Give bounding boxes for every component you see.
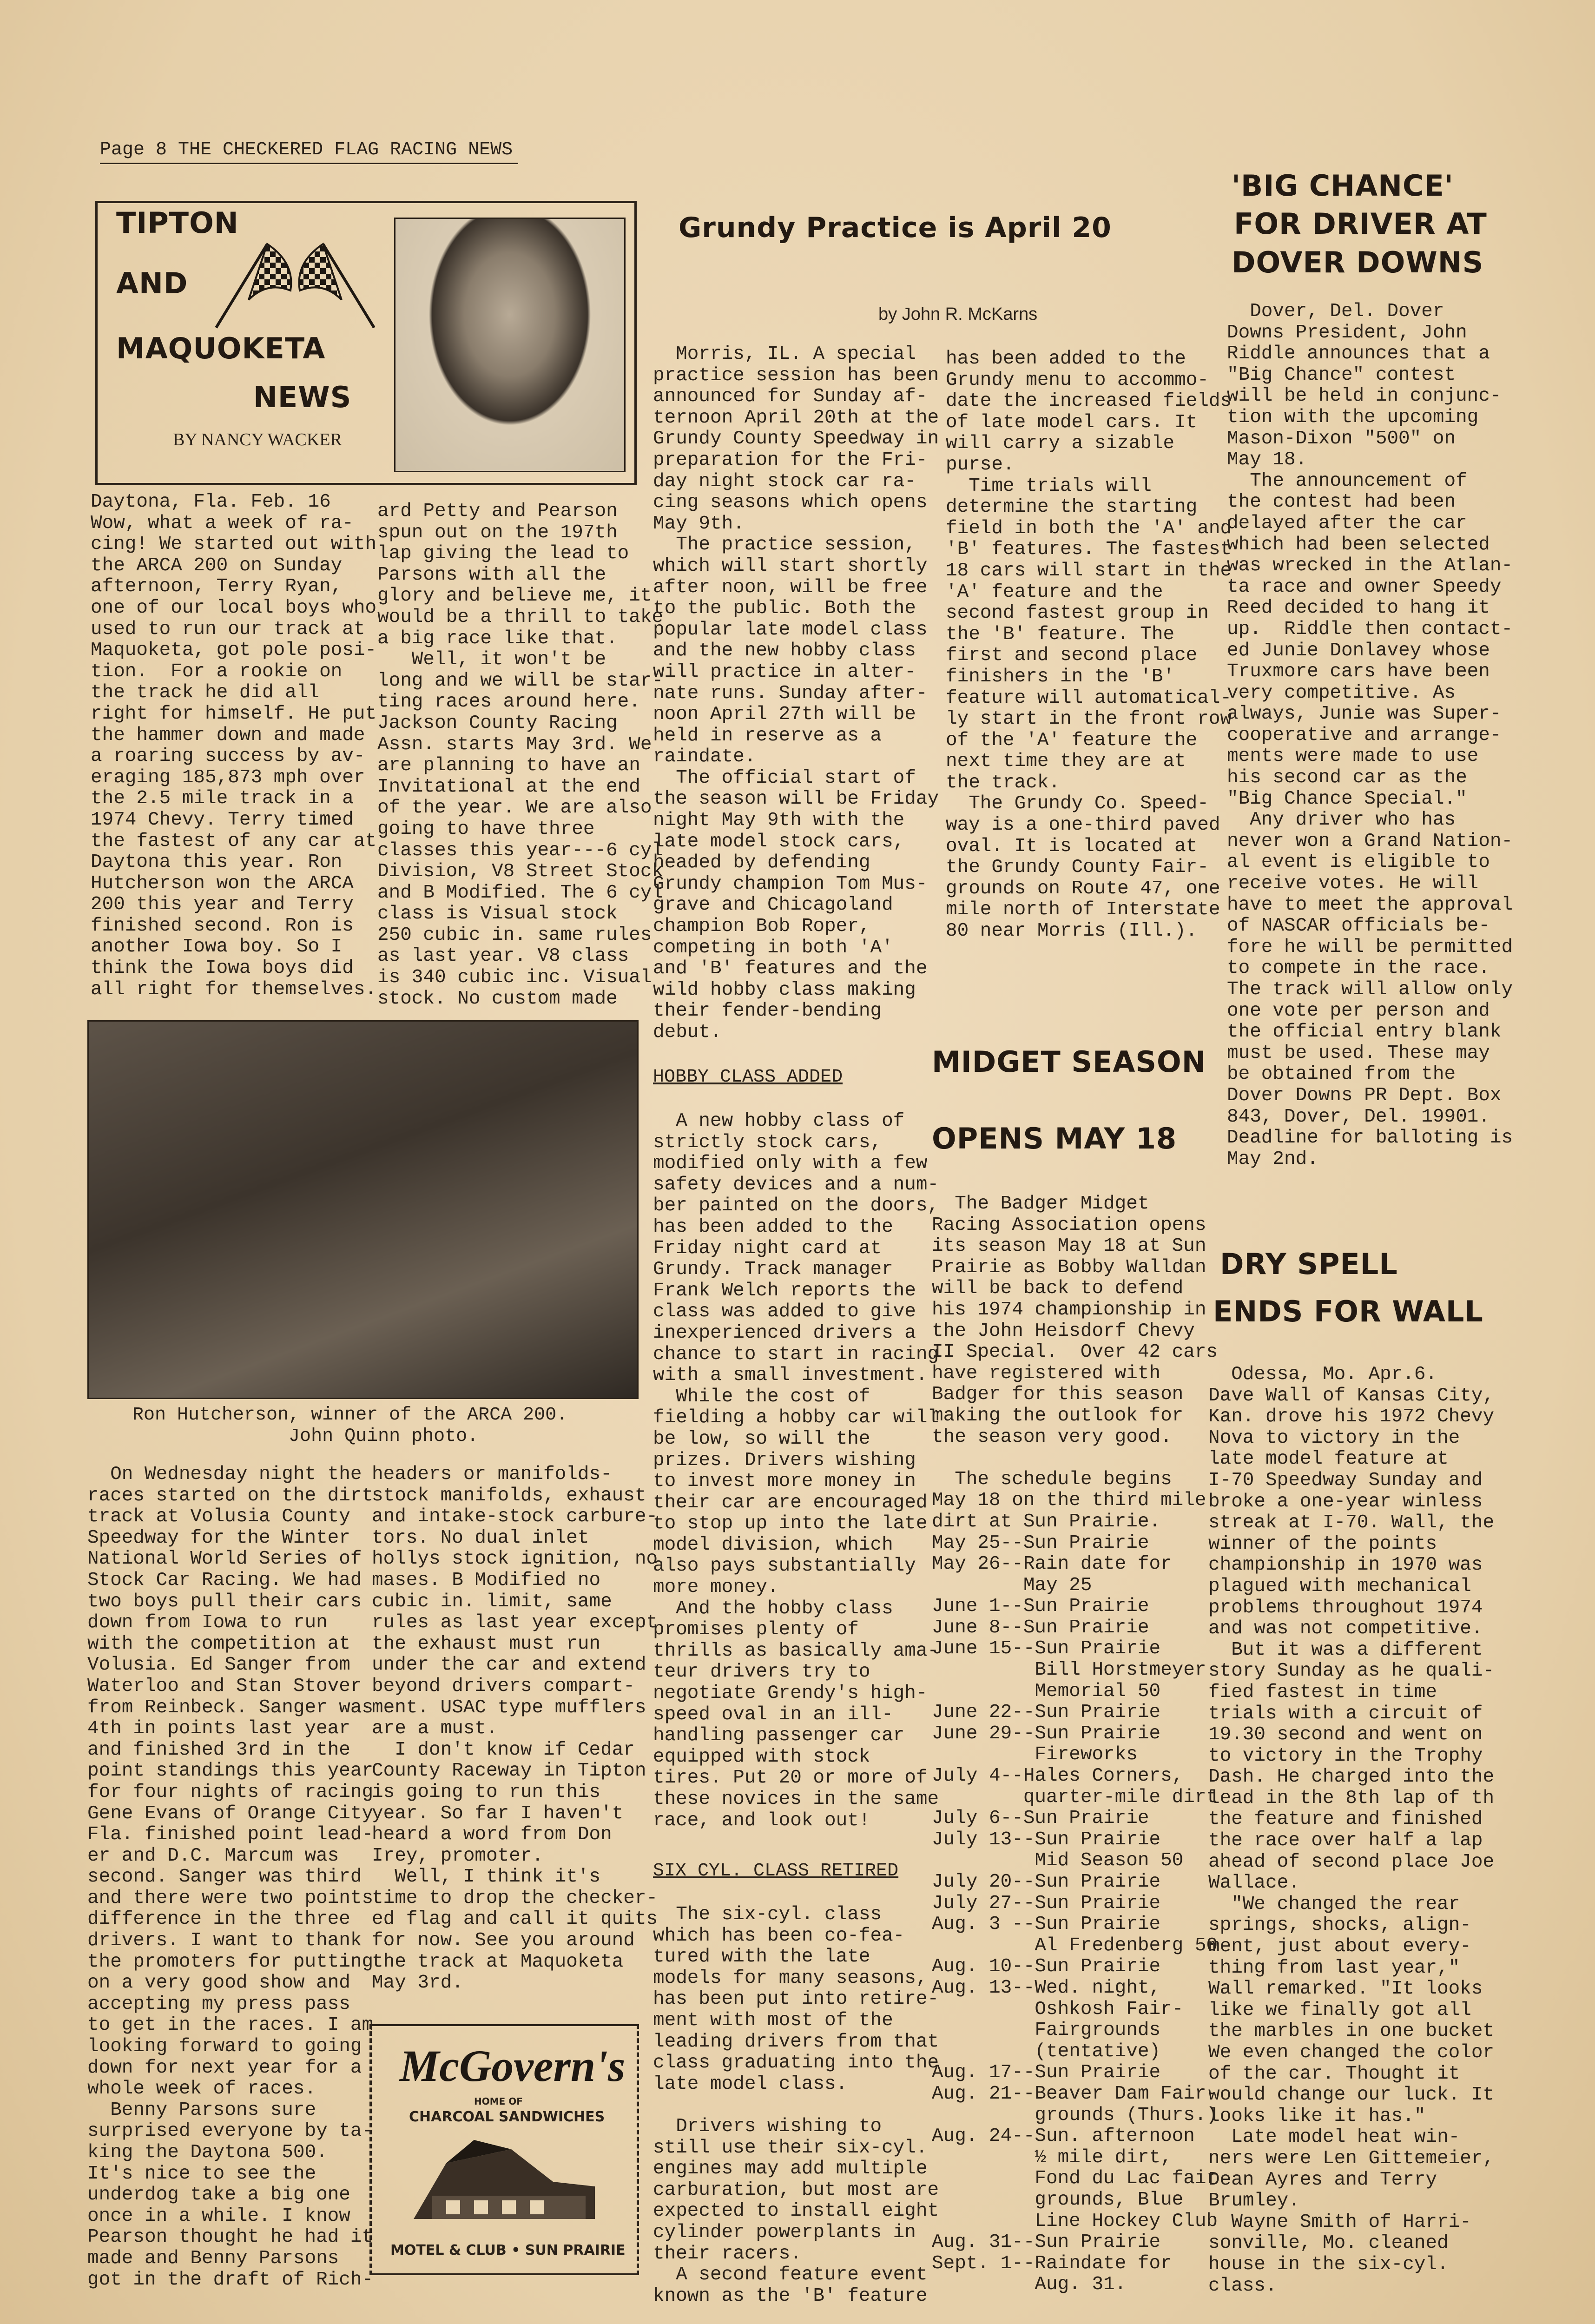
grundy-col2: has been added to the Grundy menu to accommo- date the increased fields of late model cars. It will carry a sizable purse. Time trials will determine the starting field in both the 'A' and 'B' features. The fastest 18 cars will start in the 'A' feature and the second fastest group in the 'B' feature. The first and second place finishers in the 'B' feature will automatical- ly start in the front row of the 'A' feature the next time they are at the track. The Grundy Co. Speed- way is a one-third paved oval. It is located at the Grundy County Fair- grounds on Route 47, one mile north of Interstate 80 near Morris (Ill.). xyxy=(946,348,1232,942)
grundy-col1c: The six-cyl. class which has been co-fea- tured with the late models for many seasons, has been put into retire- ment with most of the leading drivers from that class graduating into the late model class. Drivers wishing to still use their six-cyl. engines may add multiple carburation, but most are expected to install eight cylinder powerplants in their racers. A second feature event known as the 'B' feature xyxy=(653,1904,939,2307)
dryspell-title1: DRY SPELL xyxy=(1220,1247,1398,1281)
tipton-title-and: AND xyxy=(116,266,188,300)
header-rule xyxy=(100,163,518,164)
hobby-class-subhead: HOBBY CLASS ADDED xyxy=(653,1067,843,1088)
race-winner-photo xyxy=(87,1020,639,1399)
photo-caption: Ron Hutcherson, winner of the ARCA 200. John Quinn photo. xyxy=(132,1405,568,1447)
tipton-byline: BY NANCY WACKER xyxy=(173,430,342,449)
midget-body: The Badger Midget Racing Association opens its season May 18 at Sun Prairie as Bobby Walldan will be back to defend his 1974 championship in the John Heisdorf Chevy II Special. Over 42 cars have registered with Badger for this season making the outlook for the season very good. The schedule begins May 18 on the third mile dirt at Sun Prairie. May 25--Sun Prairie May 26--Rain date for May 25 June 1--Sun Prairie June 8--Sun Prairie June 15--Sun Prairie Bill Horstmeyer Memorial 50 June 22--Sun Prairie June 29--Sun Prairie Fireworks July 4--Hales Corners, quarter-mile dirt July 6--Sun Prairie July 13--Sun Prairie Mid Season 50 July 20--Sun Prairie July 27--Sun Prairie Aug. 3 --Sun Prairie Al Fredenberg 50 Aug. 10--Sun Prairie Aug. 13--Wed. night, Oshkosh Fair- Fairgrounds (tentative) Aug. 17--Sun Prairie Aug. 21--Beaver Dam Fair- grounds (Thurs.) Aug. 24--Sun. afternoon ½ mile dirt, Fond du Lac fair grounds, Blue Line Hockey Club Aug. 31--Sun Prairie Sept. 1--Raindate for Aug. 31. xyxy=(932,1193,1218,2296)
tipton-col2: ard Petty and Pearson spun out on the 197th lap giving the lead to Parsons with all the glory and believe me, it would be a thrill to take a big race like that. Well, it won't be long and we will be star- ting races around here. Jackson County Racing Assn. starts May 3rd. We are planning to have an Invitational at the end of the year. We are also going to have three classes this year---6 cyl Division, V8 Street Stock and B Modified. The 6 cyl class is Visual stock 250 cubic in. same rules as last year. V8 class is 340 cubic inc. Visual stock. No custom made xyxy=(377,501,664,1010)
dryspell-title2: ENDS FOR WALL xyxy=(1213,1294,1483,1328)
ad-tag1: HOME OF xyxy=(474,2096,523,2107)
bigchance-title2: FOR DRIVER AT xyxy=(1234,207,1487,241)
grundy-title: Grundy Practice is April 20 xyxy=(679,211,1112,244)
bigchance-title3: DOVER DOWNS xyxy=(1232,245,1484,279)
bigchance-body: Dover, Del. Dover Downs President, John Riddle announces that a "Big Chance" contest will be held in conjunc- tion with the upcoming Mason-Dixon "500" on May 18. The announcement of the contest had been delayed after the car which had been selected was wrecked in the Atlan- ta race and owner Speedy Reed decided to hang it up. Riddle then contact- ed Junie Donlavey whose Truxmore cars have been very competitive. As always, Junie was Super- cooperative and arrange- ments were made to use his second car as the "Big Chance Special." Any driver who has never won a Grand Nation- al event is eligible to receive votes. He will have to meet the approval of NASCAR officials be- fore he will be permitted to compete in the race. The track will allow only one vote per person and the official entry blank must be used. These may be obtained from the Dover Downs PR Dept. Box 843, Dover, Del. 19901. Deadline for balloting is May 2nd. xyxy=(1227,301,1513,1170)
checkered-flags-icon xyxy=(198,235,393,332)
ad-footer: MOTEL & CLUB • SUN PRAIRIE xyxy=(390,2242,626,2258)
tipton-title-news: NEWS xyxy=(253,380,352,414)
ad-name: McGovern's xyxy=(400,2041,626,2091)
grundy-col1b: A new hobby class of strictly stock cars, modified only with a few safety devices and a num- ber painted on the doors, has been added to the Friday night card at Grundy. Track manager Frank Welch reports the class was added to give inexperienced drivers a chance to start in racing with a small investment. While the cost of fielding a hobby car will be low, so will the prizes. Drivers wishing to invest more money in their car are encouraged to stop up into the late model division, which also pays substantially more money. And the hobby class promises plenty of thrills as basically ama- teur drivers try to negotiate Grendy's high- speed oval in an ill- handling passenger car equipped with stock tires. Put 20 or more of these novices in the same race, and look out! xyxy=(653,1110,939,1831)
page-header: Page 8 THE CHECKERED FLAG RACING NEWS xyxy=(100,139,513,160)
midget-title1: MIDGET SEASON xyxy=(932,1045,1206,1079)
grundy-byline: by John R. McKarns xyxy=(878,304,1038,324)
tipton-title-maquoketa: MAQUOKETA xyxy=(116,331,326,365)
tipton-title: TIPTON xyxy=(116,206,239,240)
ad-tag2: CHARCOAL SANDWICHES xyxy=(409,2109,605,2125)
tipton-col3: On Wednesday night the races started on the dirt track at Volusia County Speedway for the Winter National World Series of Stock Car Racing. We had two boys pull their cars down from Iowa to run with the competition at Volusia. Ed Sanger from Waterloo and Stan Stover from Reinbeck. Sanger was 4th in points last year and finished 3rd in the point standings this year for four nights of racing Gene Evans of Orange City Fla. finished point lead- er and D.C. Marcum was second. Sanger was third and there were two points difference in the three drivers. I want to thank the promoters for putting on a very good show and accepting my press pass to get in the races. I am looking forward to going down for next year for a whole week of races. Benny Parsons sure surprised everyone by ta- king the Daytona 500. It's nice to see the underdog take a big one once in a while. I know Pearson thought he had it made and Benny Parsons got in the draft of Rich- xyxy=(87,1464,374,2291)
midget-title2: OPENS MAY 18 xyxy=(932,1122,1177,1155)
portrait-photo xyxy=(394,218,626,472)
grundy-col1: Morris, IL. A special practice session has been announced for Sunday af- ternoon April 20th at the Grundy County Speedway in preparation for the Fri- day night stock car ra- cing seasons which opens May 9th. The practice session, which will start shortly after noon, will be free to the public. Both the popular late model class and the new hobby class will practice in alter- nate runs. Sunday after- noon April 27th will be held in reserve as a raindate. The official start of the season will be Friday night May 9th with the late model stock cars, headed by defending Grundy champion Tom Mus- grave and Chicagoland champion Bob Roper, competing in both 'A' and 'B' features and the wild hobby class making their fender-bending debut. xyxy=(653,343,939,1043)
six-cyl-subhead: SIX CYL. CLASS RETIRED xyxy=(653,1861,899,1882)
tipton-col1: Daytona, Fla. Feb. 16 Wow, what a week of ra- cing! We started out with the ARCA 200 on Sunday afternoon, Terry Ryan, one of our local boys who used to run our track at Maquoketa, got pole posi- tion. For a rookie on the track he did all right for himself. He put the hammer down and made a roaring success by av- eraging 185,873 mph over the 2.5 mile track in a 1974 Chevy. Terry timed the fastest of any car at Daytona this year. Ron Hutcherson won the ARCA 200 this year and Terry finished second. Ron is another Iowa boy. So I think the Iowa boys did all right for themselves. xyxy=(91,491,377,1000)
tipton-col4: headers or manifolds- stock manifolds, exhaust and intake-stock carbure- tors. No dual inlet hollys stock ignition, no mases. B Modified no cubic in. limit, same rules as last year except the exhaust must run under the car and extend beyond drivers compart- ment. USAC type mufflers are a must. I don't know if Cedar County Raceway in Tipton is going to run this year. So far I haven't heard a word from Don Irey, promoter. Well, I think it's time to drop the checker- ed flag and call it quits for now. See you around the track at Maquoketa May 3rd. xyxy=(372,1464,658,1994)
mcgoverns-ad xyxy=(369,2024,639,2275)
building-icon xyxy=(404,2131,604,2228)
dryspell-body: Odessa, Mo. Apr.6. Dave Wall of Kansas City, Kan. drove his 1972 Chevy Nova to victory in the late model feature at I-70 Speedway Sunday and broke a one-year winless streak at I-70. Wall, the winner of the points championship in 1970 was plagued with mechanical problems throughout 1974 and was not competitive. But it was a different story Sunday as he quali- fied fastest in time trials with a circuit of 19.30 second and went on to victory in the Trophy Dash. He charged into the lead in the 8th lap of th the feature and finished the race over half a lap ahead of second place Joe Wallace. "We changed the rear springs, shocks, align- ment, just about every- thing from last year," Wall remarked. "It looks like we finally got all the marbles in one bucket We even changed the color of the car. Thought it would change our luck. It looks like it has." Late model heat win- ners were Len Gittemeier, Dean Ayres and Terry Brumley. Wayne Smith of Harri- sonville, Mo. cleaned house in the six-cyl. class. xyxy=(1208,1364,1495,2297)
bigchance-title1: 'BIG CHANCE' xyxy=(1232,169,1454,203)
